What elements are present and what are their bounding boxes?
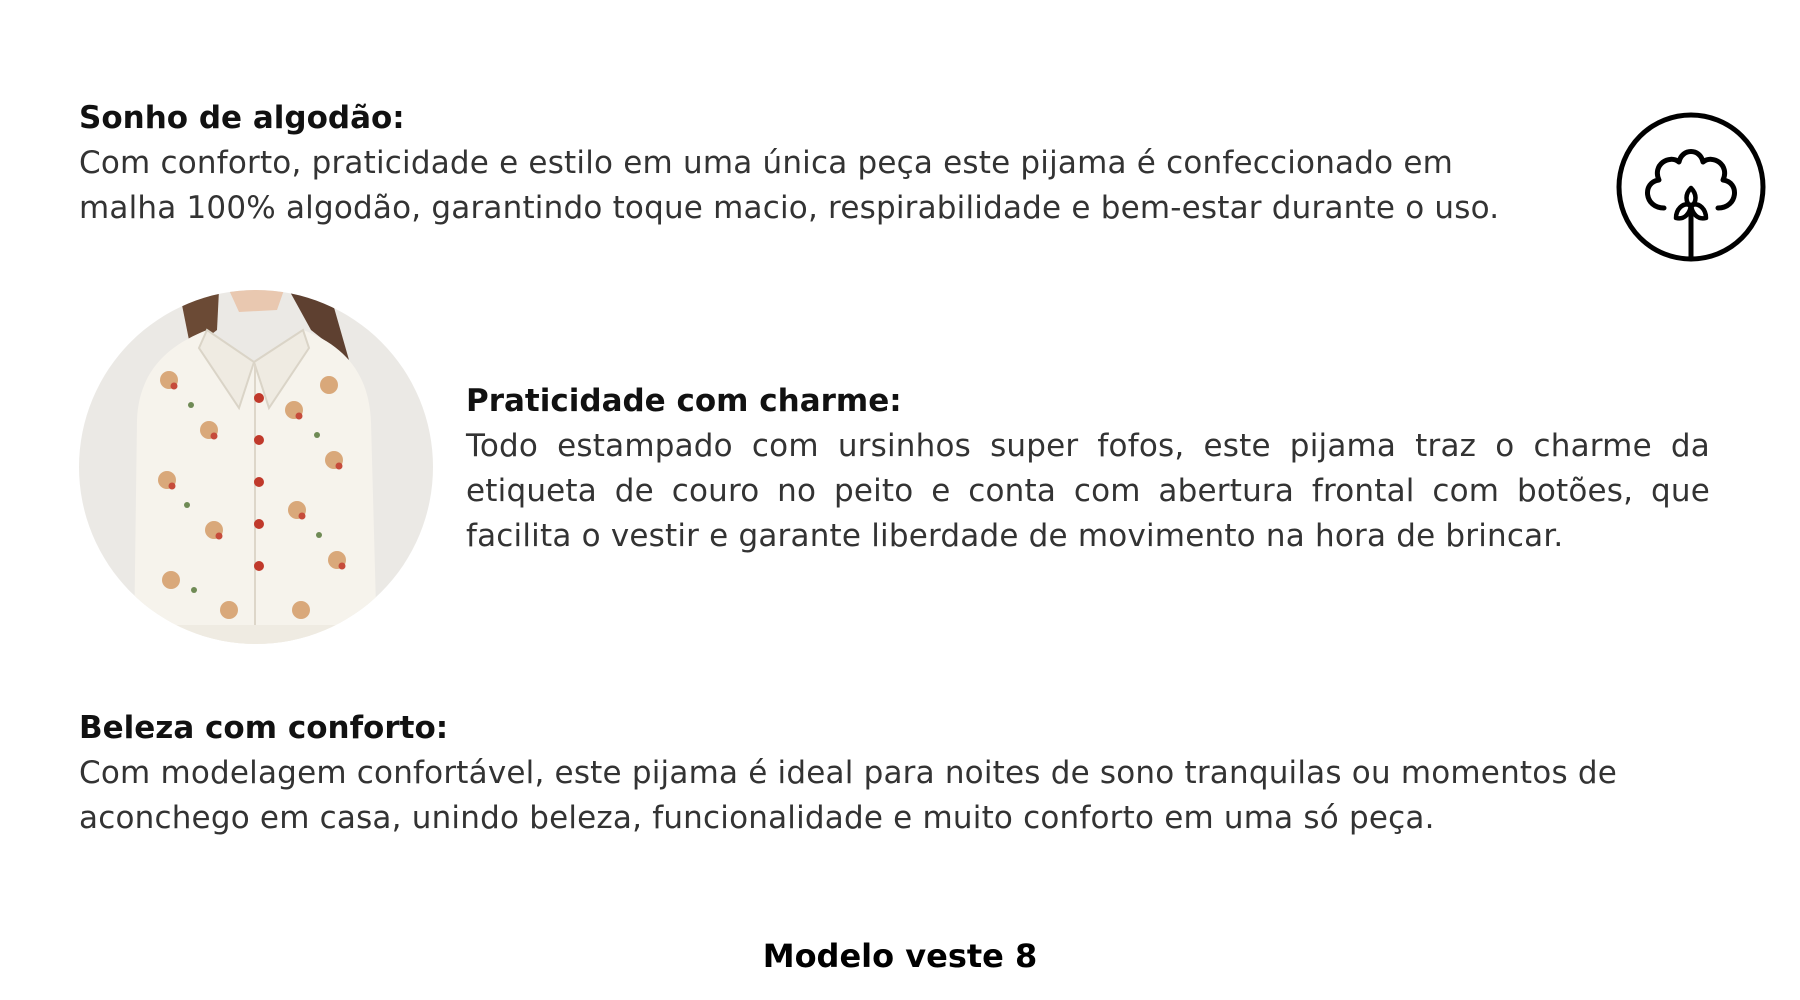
section-title-charm: Praticidade com charme:: [466, 383, 902, 419]
section-text-comfort: Com modelagem confortável, este pijama é ideal para noites de sono tranquilas ou momentos de aconchego em casa, unindo beleza, funcionalidade e muito conforto em uma só peça.: [79, 755, 1618, 836]
section-text-cotton: Com conforto, praticidade e estilo em uma única peça este pijama é confeccionado em malha 100% algodão, garantindo toque macio, respirabilidade e bem-estar durante o uso.: [79, 145, 1500, 226]
section-title-cotton: Sonho de algodão:: [79, 100, 405, 136]
section-title-comfort: Beleza com conforto:: [79, 710, 449, 746]
size-note: Modelo veste 8: [762, 937, 1038, 975]
product-photo: [79, 290, 433, 644]
section-text-charm: Todo estampado com ursinhos super fofos, este pijama traz o charme da etiqueta de couro no peito e conta com abertura frontal com botões, que facilita o vestir e garante liberdade de movimento na hora de brincar.: [466, 428, 1710, 554]
cotton-icon: [1614, 110, 1768, 264]
